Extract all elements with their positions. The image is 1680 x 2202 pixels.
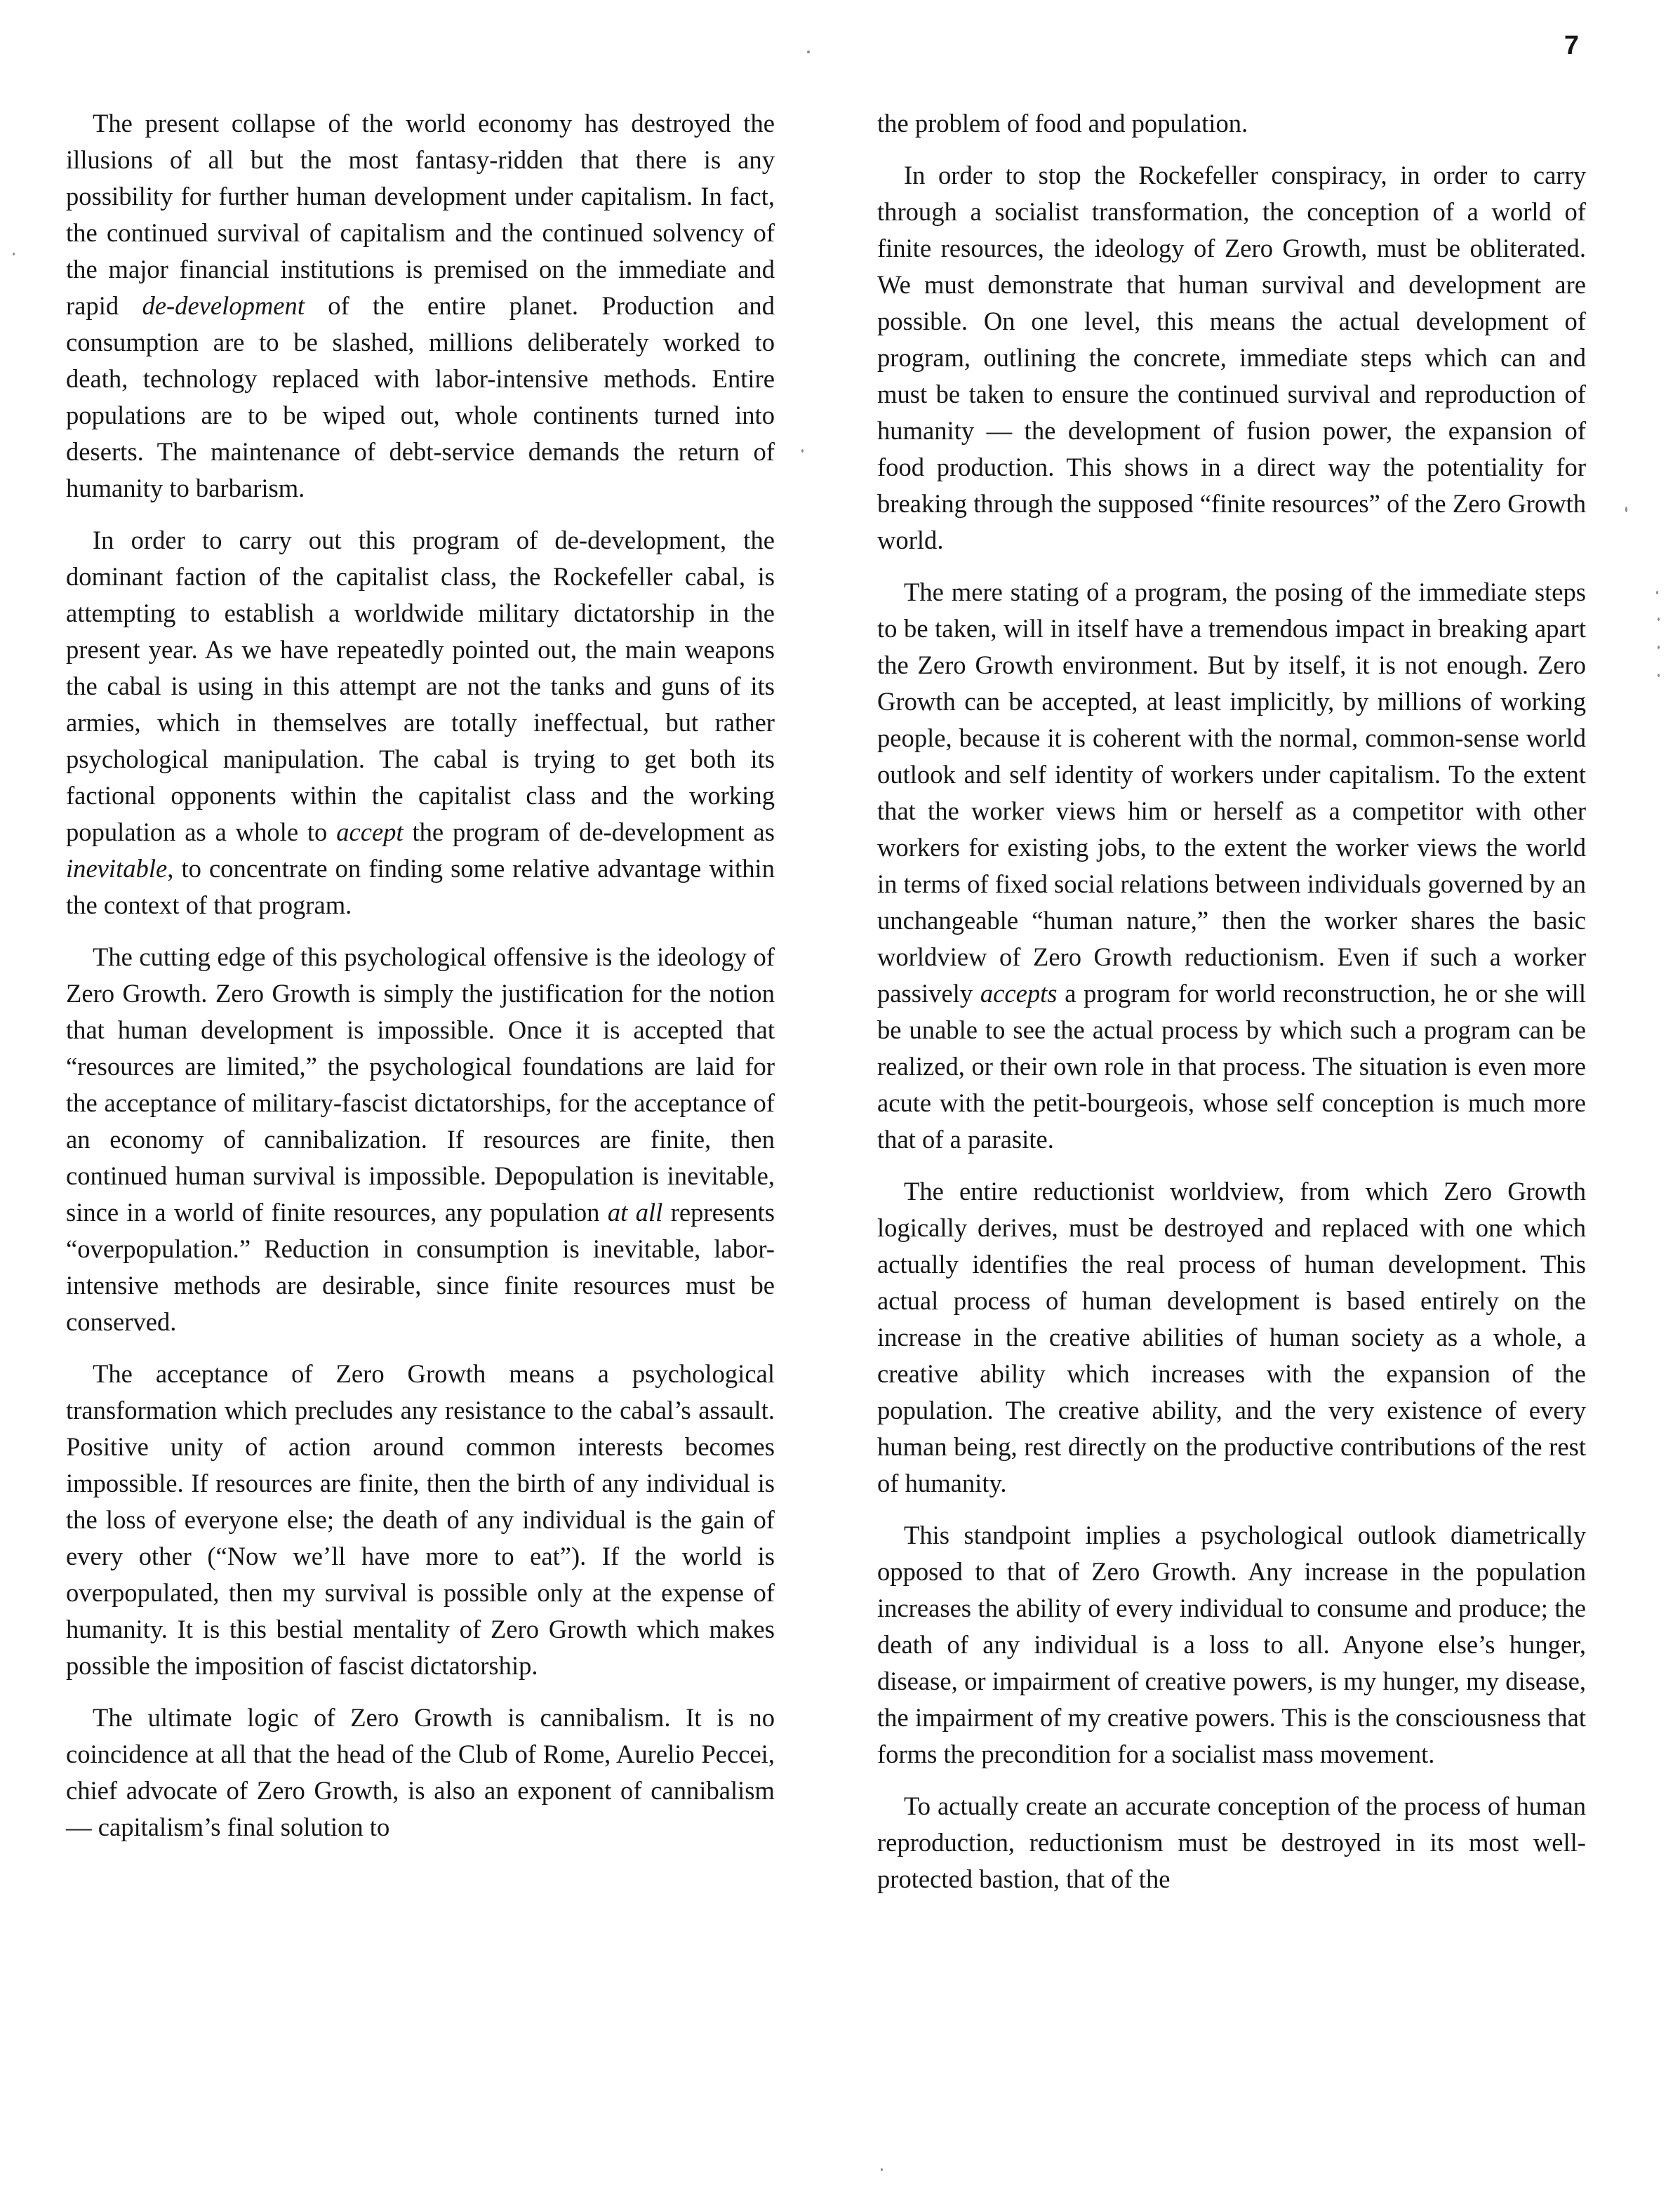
right-paragraph-3: The mere stating of a program, the posing of the immediate steps to be taken, will in itself have a tremendous impact in breaking apart the Zero Growth environment. But by itself, it is not enough. Zero Growth can be accepted, at least implicitly, by millions of working people, because it is coherent with the normal, common-sense world outlook and self identity of workers under capitalism. To the extent that the worker views him or herself as a competitor with other workers for existing jobs, to the extent the worker views the world in terms of fixed social relations between individuals governed by an unchangeable “human nature,” then the worker shares the basic worldview of Zero Growth reductionism. Even if such a worker passively accepts a program for world reconstruction, he or she will be unable to see the actual process by which such a program can be realized, or their own role in that process. The situation is even more acute with the petit-bourgeois, whose self conception is much more that of a parasite. [877, 578, 1586, 1154]
right-column [877, 105, 1586, 1913]
scan-speck [881, 2168, 883, 2171]
scan-speck [13, 253, 15, 255]
right-paragraph-4: The entire reductionist worldview, from which Zero Growth logically derives, must be destroyed and replaced with one which actually identifies the real process of human development. This actual process of human development is based entirely on the increase in the creative abilities of human society as a whole, a creative ability which increases with the expansion of the population. The creative ability, and the very existence of every human being, rest directly on the productive contributions of the rest of humanity. [877, 1177, 1586, 1497]
scan-speck [1658, 646, 1660, 649]
left-paragraph-1: The present collapse of the world economy has destroyed the illusions of all but the most fantasy-ridden that there is any possibility for further human development under capitalism. In fact, the continued survival of capitalism and the continued solvency of the major financial institutions is premised on the immediate and rapid de-development of the entire planet. Production and consumption are to be slashed, millions deliberately worked to death, technology replaced with labor-intensive methods. Entire populations are to be wiped out, whole continents turned into deserts. The maintenance of debt-service demands the return of humanity to barbarism. [66, 109, 775, 502]
left-paragraph-3: The cutting edge of this psychological offensive is the ideology of Zero Growth. Zero Growth is simply the justification for the notion that human development is impossible. Once it is accepted that “resources are limited,” the psychological foundations are laid for the acceptance of military-fascist dictatorships, for the acceptance of an economy of cannibalization. If resources are finite, then continued human survival is impossible. Depopulation is inevitable, since in a world of finite resources, any population at all represents “overpopulation.” Reduction in consumption is inevitable, labor-intensive methods are desirable, since finite resources must be conserved. [66, 942, 775, 1336]
scan-speck [801, 449, 804, 453]
left-column [66, 105, 775, 1861]
scan-speck [1625, 507, 1627, 512]
left-paragraph-4: The acceptance of Zero Growth means a psychological transformation which precludes any resistance to the cabal’s assault. Positive unity of action around common interests becomes impossible. If resources are finite, then the birth of any individual is the loss of everyone else; the death of any individual is the gain of every other (“Now we’ll have more to eat”). If the world is overpopulated, then my survival is possible only at the expense of humanity. It is this bestial mentality of Zero Growth which makes possible the imposition of fascist dictatorship. [66, 1359, 775, 1680]
scan-speck [1656, 591, 1658, 594]
page-number: 7 [1564, 31, 1579, 60]
scan-speck [1658, 674, 1660, 677]
scan-speck [1658, 618, 1660, 621]
right-paragraph-1: the problem of food and population. [877, 109, 1248, 138]
left-paragraph-2: In order to carry out this program of de-development, the dominant faction of the capitalist class, the Rockefeller cabal, is attempting to establish a worldwide military dictatorship in the present year. As we have repeatedly pointed out, the main weapons the cabal is using in this attempt are not the tanks and guns of its armies, which in themselves are totally ineffectual, but rather psychological manipulation. The cabal is trying to get both its factional opponents within the capitalist class and the working population as a whole to accept the program of de-development as inevitable, to concentrate on finding some relative advantage within the context of that program. [66, 526, 775, 919]
scan-speck [807, 51, 810, 53]
right-paragraph-5: This standpoint implies a psychological outlook diametrically opposed to that of Zero Growth. Any increase in the population increases the ability of every individual to consume and produce; the death of any individual is a loss to all. Anyone else’s hunger, disease, or impairment of creative powers, is my hunger, my disease, the impairment of my creative powers. This is the consciousness that forms the precondition for a socialist mass movement. [877, 1521, 1586, 1768]
left-paragraph-5: The ultimate logic of Zero Growth is cannibalism. It is no coincidence at all that the head of the Club of Rome, Aurelio Peccei, chief advocate of Zero Growth, is also an exponent of cannibalism — capitalism’s final solution to [66, 1703, 775, 1841]
right-paragraph-2: In order to stop the Rockefeller conspiracy, in order to carry through a socialist transformation, the conception of a world of finite resources, the ideology of Zero Growth, must be obliterated. We must demonstrate that human survival and development are possible. On one level, this means the actual development of program, outlining the concrete, immediate steps which can and must be taken to ensure the continued survival and reproduction of humanity — the development of fusion power, the expansion of food production. This shows in a direct way the potentiality for breaking through the supposed “finite resources” of the Zero Growth world. [877, 161, 1586, 554]
right-paragraph-6: To actually create an accurate conception of the process of human reproduction, reductionism must be destroyed in its most well-protected bastion, that of the [877, 1791, 1586, 1893]
